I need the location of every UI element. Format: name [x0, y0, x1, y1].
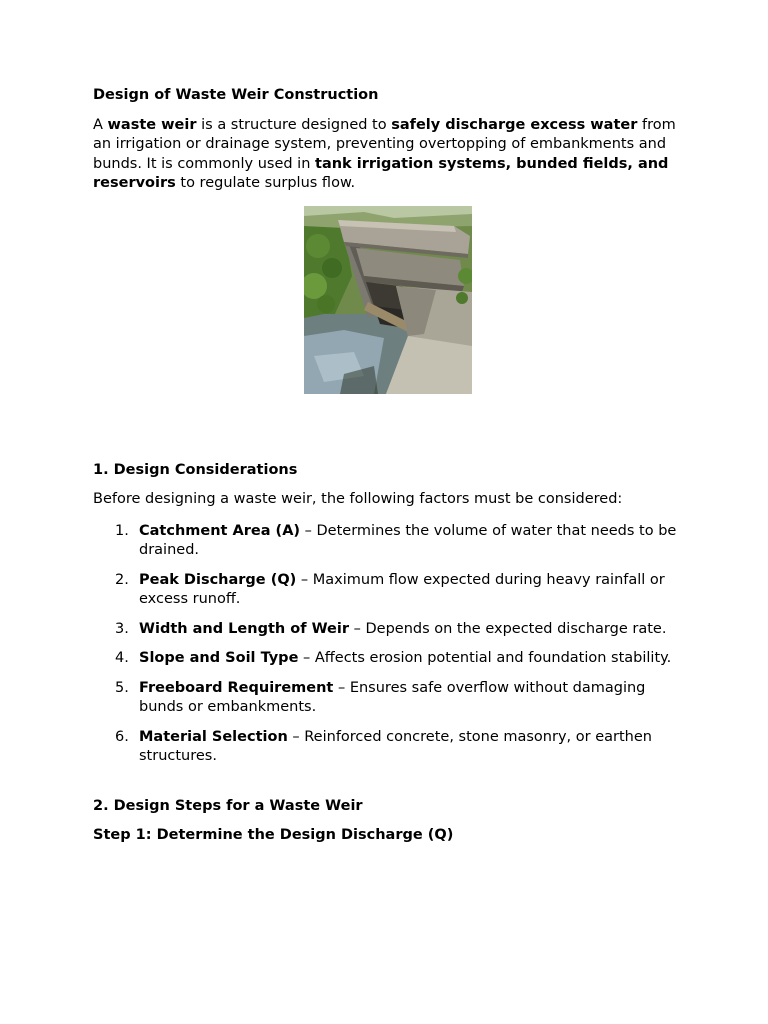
intro-text-4: to regulate surplus flow.: [175, 175, 356, 191]
list-number: 4.: [115, 650, 129, 666]
section-heading-design-considerations: 1. Design Considerations: [93, 461, 298, 478]
waste-weir-photo: [304, 206, 472, 394]
intro-text-3: from an irrigation or drainage system, preventing overtopping of embankments and bunds. It is commonly used in: [93, 116, 676, 172]
intro-bold-1: waste weir: [107, 116, 197, 133]
considerations-list: [93, 522, 683, 767]
list-desc: – Depends on the expected discharge rate.: [349, 620, 667, 637]
list-number: 6.: [115, 728, 129, 745]
list-term: Slope and Soil Type: [139, 650, 299, 666]
document-title: Design of Waste Weir Construction: [93, 87, 379, 103]
step1-heading: Step 1: Determine the Design Discharge (Q): [93, 827, 454, 843]
list-item: [93, 620, 683, 640]
list-desc: – Determines the volume of water that needs to be drained.: [139, 522, 677, 558]
list-number: 2.: [115, 571, 129, 588]
intro-text-2: is a structure designed to: [196, 116, 392, 133]
intro-paragraph: [93, 116, 683, 194]
list-item: [93, 728, 683, 767]
list-number: 1.: [115, 522, 129, 539]
list-desc: – Reinforced concrete, stone masonry, or earthen structures.: [139, 728, 652, 764]
section-heading-design-steps: 2. Design Steps for a Waste Weir: [93, 797, 363, 814]
document-page: [93, 86, 683, 856]
list-item: [93, 649, 683, 669]
list-term: Peak Discharge (Q): [139, 571, 297, 588]
list-term: Freeboard Requirement: [139, 679, 334, 696]
list-number: 5.: [115, 679, 129, 696]
list-desc: – Ensures safe overflow without damaging bunds or embankments.: [139, 679, 646, 715]
list-term: Material Selection: [139, 728, 288, 745]
intro-bold-3: tank irrigation systems, bunded fields, and reservoirs: [93, 155, 669, 191]
list-term: Width and Length of Weir: [139, 620, 350, 637]
list-desc: – Maximum flow expected during heavy rainfall or excess runoff.: [139, 571, 665, 607]
list-term: Catchment Area (A): [139, 522, 301, 539]
list-desc: – Affects erosion potential and foundation stability.: [298, 650, 672, 666]
list-number: 3.: [115, 620, 129, 637]
list-item: [93, 571, 683, 610]
list-item: [93, 522, 683, 561]
intro-bold-2: safely discharge excess water: [391, 116, 638, 133]
intro-text-1: A: [93, 116, 108, 133]
list-item: [93, 679, 683, 718]
section1-lead: Before designing a waste weir, the following factors must be considered:: [93, 491, 623, 507]
